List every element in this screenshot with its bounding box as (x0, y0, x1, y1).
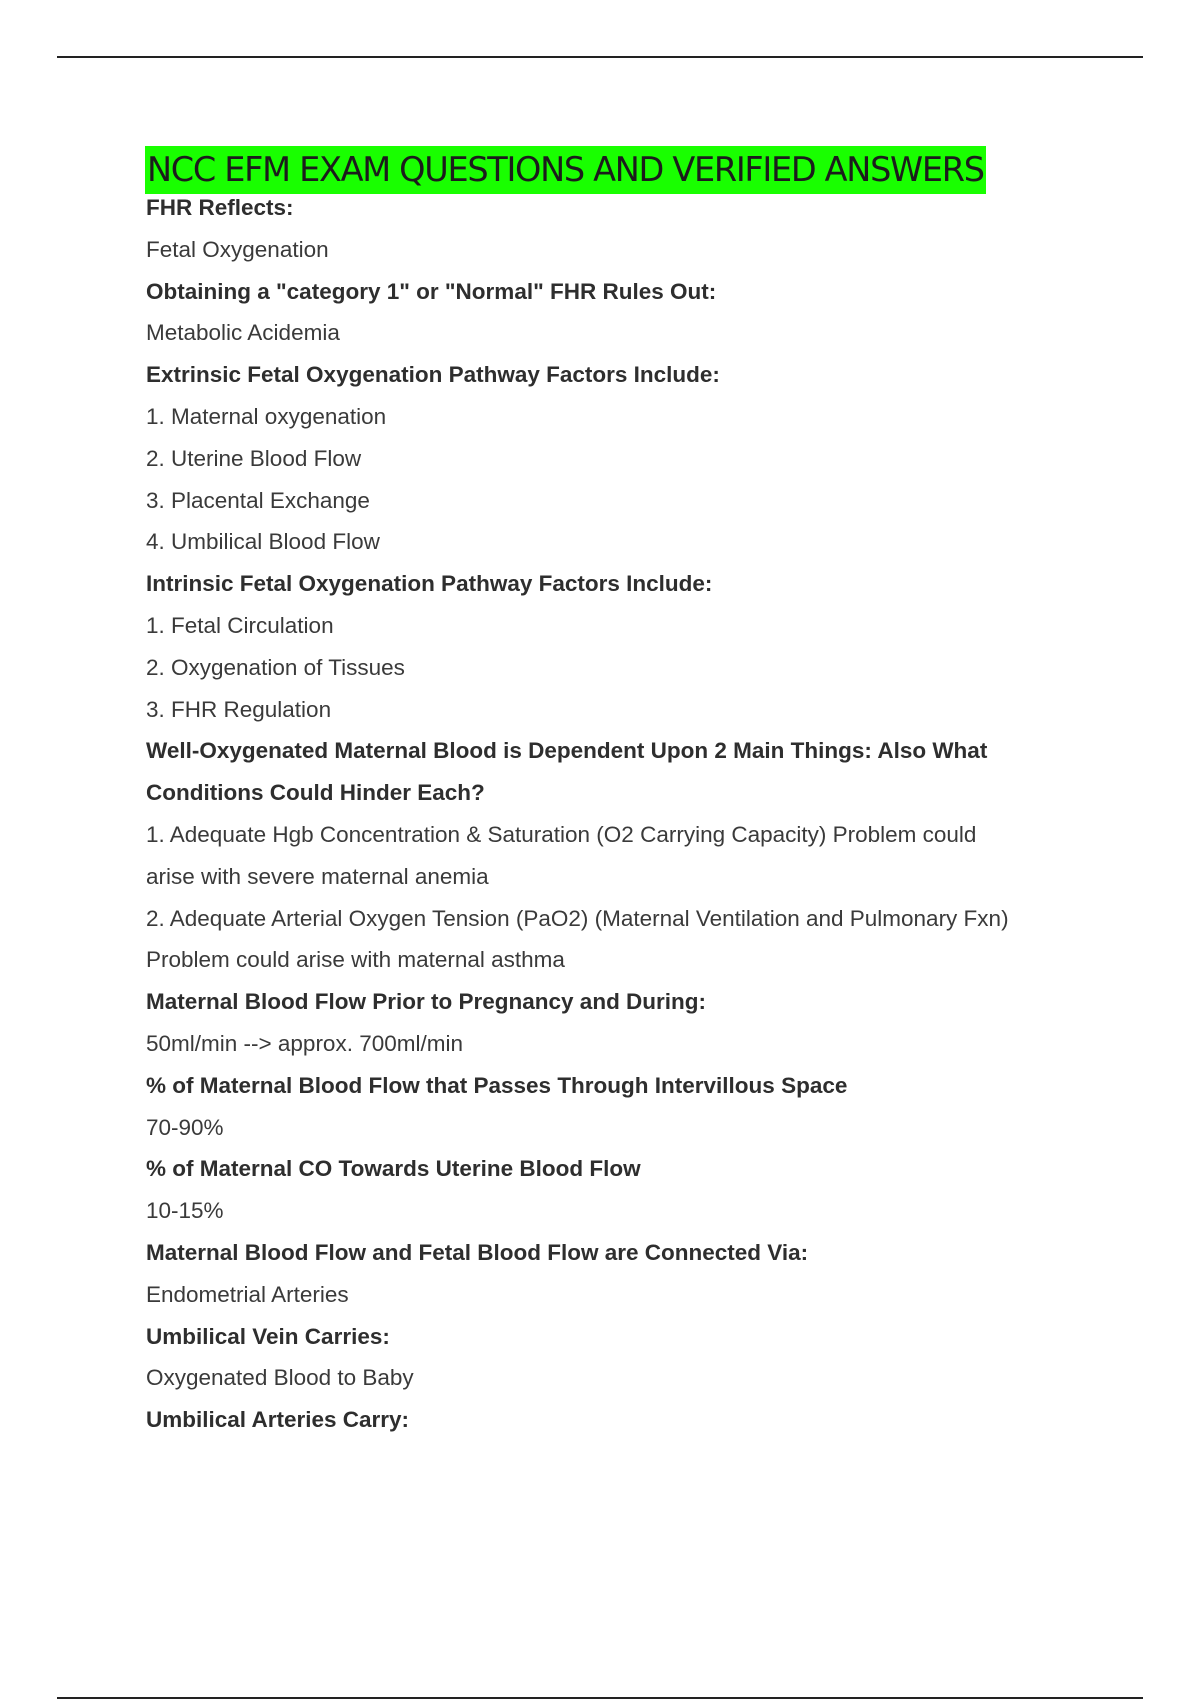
answer-line: Metabolic Acidemia (146, 320, 340, 346)
question-line: Maternal Blood Flow and Fetal Blood Flow are Connected Via: (146, 1239, 809, 1265)
question-line: Intrinsic Fetal Oxygenation Pathway Factors Include: (146, 571, 713, 597)
question-line: Well-Oxygenated Maternal Blood is Dependent Upon 2 Main Things: Also What (146, 738, 988, 764)
question-line: Extrinsic Fetal Oxygenation Pathway Factors Include: (146, 362, 720, 388)
question-line: FHR Reflects: (146, 195, 294, 220)
qa-content (146, 187, 1106, 1441)
document-title: NCC EFM EXAM QUESTIONS AND VERIFIED ANSWERS (145, 146, 986, 194)
question-line: % of Maternal CO Towards Uterine Blood Flow (146, 1156, 641, 1182)
answer-line: 70-90% (146, 1114, 224, 1140)
answer-line: 10-15% (146, 1198, 224, 1224)
question-line: Maternal Blood Flow Prior to Pregnancy and During: (146, 989, 707, 1015)
answer-line: Problem could arise with maternal asthma (146, 947, 565, 973)
answer-line: 1. Fetal Circulation (146, 612, 334, 638)
answer-line: 50ml/min --> approx. 700ml/min (146, 1030, 463, 1056)
answer-line: 3. FHR Regulation (146, 696, 332, 722)
question-line: Umbilical Arteries Carry: (146, 1407, 410, 1433)
answer-line: 1. Maternal oxygenation (146, 403, 387, 429)
answer-line: 3. Placental Exchange (146, 487, 370, 513)
answer-line: Endometrial Arteries (146, 1281, 349, 1307)
answer-line: 2. Adequate Arterial Oxygen Tension (PaO2) (Maternal Ventilation and Pulmonary Fxn) (146, 905, 1009, 931)
question-line: Obtaining a "category 1" or "Normal" FHR Rules Out: (146, 278, 717, 304)
answer-line: 2. Uterine Blood Flow (146, 445, 362, 471)
answer-line: Fetal Oxygenation (146, 236, 329, 262)
answer-line: 4. Umbilical Blood Flow (146, 529, 380, 555)
answer-line: arise with severe maternal anemia (146, 863, 489, 889)
header-divider (57, 56, 1143, 58)
footer-divider (57, 1697, 1143, 1699)
question-line: % of Maternal Blood Flow that Passes Through Intervillous Space (146, 1072, 848, 1098)
answer-line: 2. Oxygenation of Tissues (146, 654, 405, 680)
answer-line: 1. Adequate Hgb Concentration & Saturation (O2 Carrying Capacity) Problem could (146, 821, 977, 847)
question-line: Conditions Could Hinder Each? (146, 780, 485, 806)
answer-line: Oxygenated Blood to Baby (146, 1365, 414, 1391)
question-line: Umbilical Vein Carries: (146, 1323, 390, 1349)
